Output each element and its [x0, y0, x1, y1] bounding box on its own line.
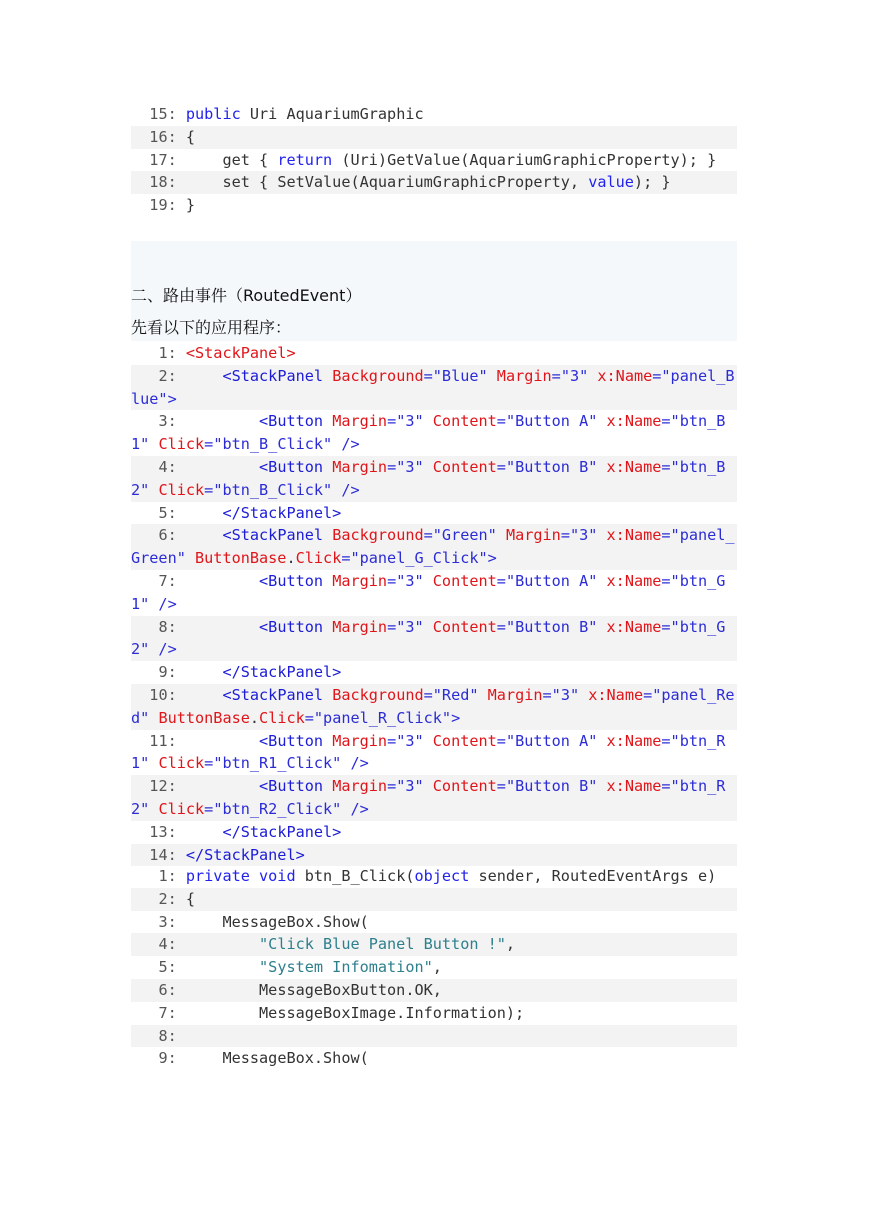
code-token: ); }	[633, 173, 671, 192]
code-token: <StackPanel	[222, 685, 324, 704]
code-token: public	[185, 105, 241, 123]
line-number: 14:	[131, 845, 186, 864]
code-token: <Button	[259, 457, 324, 476]
code-token: (Uri)GetValue(AquariumGraphicProperty); }	[332, 150, 717, 169]
section-heading: 二、路由事件（RoutedEvent）	[131, 286, 362, 305]
code-token: {	[185, 889, 196, 908]
code-token: x:Name	[597, 571, 662, 590]
code-line	[131, 456, 737, 502]
code-token: <Button	[259, 617, 324, 636]
line-number: 13:	[131, 822, 223, 841]
code-token: ="3"	[387, 617, 424, 636]
code-token: ="btn_R1"	[131, 731, 726, 773]
code-token: x:Name	[597, 526, 662, 545]
code-token: btn_B_Click(	[295, 867, 415, 885]
line-number: 4:	[131, 935, 260, 954]
code-token: ="Button A"	[496, 412, 598, 431]
code-token: x:Name	[597, 731, 662, 750]
code-token: MessageBoxImage.Information);	[259, 1003, 525, 1022]
code-token: ,	[505, 935, 516, 954]
code-token: ="Blue"	[423, 366, 488, 385]
code-token: ="3"	[387, 777, 424, 796]
line-number: 7:	[131, 571, 260, 590]
line-number: 4:	[131, 457, 260, 476]
code-line	[131, 365, 737, 411]
code-line	[131, 775, 737, 821]
code-token: return	[277, 150, 333, 169]
line-number: 3:	[131, 912, 223, 931]
code-token: <StackPanel	[222, 526, 324, 545]
code-line	[131, 979, 737, 1002]
line-number: 12:	[131, 777, 260, 796]
code-line	[131, 194, 737, 217]
code-line	[131, 570, 737, 616]
code-line	[131, 524, 737, 570]
code-line	[131, 342, 737, 365]
code-block-3	[131, 865, 737, 1070]
code-token: x:Name	[588, 366, 653, 385]
code-line	[131, 933, 737, 956]
line-number: 16:	[131, 127, 186, 146]
code-token: MessageBoxButton.OK,	[259, 980, 442, 999]
code-line	[131, 126, 737, 149]
code-token: Margin	[323, 617, 388, 636]
code-token: set { SetValue(AquariumGraphicProperty,	[222, 173, 589, 192]
code-token: Margin	[323, 412, 388, 431]
code-token: ="btn_B_Click" />	[204, 480, 360, 499]
code-line	[131, 888, 737, 911]
code-token: Content	[423, 777, 497, 796]
code-token: x:Name	[597, 617, 662, 636]
code-token: x:Name	[597, 412, 662, 431]
code-token: x:Name	[579, 685, 644, 704]
code-token: <Button	[259, 777, 324, 796]
code-token: Click	[149, 480, 205, 499]
code-token: MessageBox.Show(	[222, 1049, 369, 1068]
line-number: 19:	[131, 196, 186, 215]
code-line	[131, 661, 737, 684]
section-intro: 先看以下的应用程序：	[131, 318, 292, 337]
code-line	[131, 730, 737, 776]
code-token: ="panel_Red"	[131, 685, 735, 727]
line-number: 8:	[131, 1026, 186, 1045]
code-token: ="panel_Blue">	[131, 366, 735, 408]
code-block-2	[131, 342, 737, 866]
code-token: Margin	[496, 526, 561, 545]
code-token: object	[414, 867, 470, 885]
code-token: Margin	[323, 571, 388, 590]
code-line	[131, 844, 737, 867]
code-token: <StackPanel	[222, 366, 324, 385]
code-line	[131, 821, 737, 844]
line-number: 15:	[131, 105, 186, 123]
code-token: Uri AquariumGraphic	[240, 105, 424, 123]
code-line	[131, 1002, 737, 1025]
code-token: private void	[185, 867, 296, 885]
code-token: ="Button B"	[496, 617, 598, 636]
code-token: </StackPanel>	[222, 503, 342, 522]
code-token: ="panel_G_Click">	[341, 549, 497, 568]
code-line	[131, 684, 737, 730]
line-number: 1:	[131, 867, 186, 885]
code-token: </StackPanel>	[222, 663, 342, 682]
code-token: <Button	[259, 412, 324, 431]
code-token: ="Button A"	[496, 731, 598, 750]
code-line	[131, 865, 737, 888]
code-token: ="3"	[560, 526, 598, 545]
code-token: ="btn_R2"	[131, 777, 726, 818]
line-number: 6:	[131, 526, 223, 545]
line-number: 5:	[131, 503, 223, 522]
code-token: .	[286, 549, 296, 568]
code-line	[131, 911, 737, 934]
line-number: 3:	[131, 412, 260, 431]
line-number: 9:	[131, 663, 223, 682]
code-line	[131, 149, 737, 172]
code-token: Margin	[478, 685, 543, 704]
code-line	[131, 502, 737, 525]
code-token: Margin	[323, 777, 388, 796]
code-token: {	[185, 127, 196, 146]
code-token: x:Name	[597, 777, 662, 796]
line-number: 2:	[131, 889, 186, 908]
code-line	[131, 171, 737, 194]
code-token: Background	[323, 366, 424, 385]
line-number: 2:	[131, 366, 223, 385]
code-token: Click	[149, 435, 205, 454]
code-token: Click	[149, 799, 205, 818]
code-token: ButtonBase	[185, 549, 287, 568]
code-token: ="3"	[387, 731, 424, 750]
line-number: 9:	[131, 1049, 223, 1068]
code-token: Background	[323, 526, 424, 545]
code-token: .	[249, 708, 260, 727]
line-number: 1:	[131, 344, 186, 362]
line-number: 11:	[131, 731, 260, 750]
code-token: Content	[423, 571, 497, 590]
code-token: ="3"	[551, 366, 589, 385]
code-token: ="3"	[387, 571, 424, 590]
code-token: Margin	[323, 731, 388, 750]
code-token: ="btn_R1_Click" />	[204, 754, 369, 773]
code-token: ="panel_Green"	[131, 526, 735, 568]
code-token: get {	[222, 150, 278, 169]
line-number: 18:	[131, 173, 223, 192]
code-token: Content	[423, 412, 497, 431]
code-token: Margin	[323, 457, 388, 476]
code-token: Click	[295, 549, 342, 568]
code-token: Content	[423, 457, 497, 476]
code-token: ="btn_B1"	[131, 412, 726, 454]
line-number: 5:	[131, 958, 260, 977]
code-token: ="Button A"	[496, 571, 598, 590]
line-number: 10:	[131, 685, 223, 704]
line-number: 6:	[131, 980, 260, 999]
code-token: x:Name	[597, 457, 662, 476]
code-block-1	[131, 103, 737, 217]
line-number: 8:	[131, 617, 260, 636]
line-number: 17:	[131, 150, 223, 169]
code-token: ="3"	[387, 412, 424, 431]
code-token: Content	[423, 731, 497, 750]
code-token: ="Button B"	[496, 777, 598, 796]
code-token: ,	[432, 958, 442, 977]
code-token: sender, RoutedEventArgs e)	[469, 867, 717, 885]
code-line	[131, 956, 737, 979]
code-token: ="btn_R2_Click" />	[204, 799, 369, 818]
code-token: ="btn_G1" />	[131, 571, 726, 613]
code-token: }	[185, 196, 196, 215]
code-line	[131, 616, 737, 662]
code-token: </StackPanel>	[222, 822, 342, 841]
code-token: "System Infomation"	[259, 958, 433, 977]
code-token: ButtonBase	[149, 708, 250, 727]
code-token: <StackPanel>	[185, 344, 296, 362]
code-line	[131, 410, 737, 456]
code-token: ="btn_B2"	[131, 457, 726, 499]
code-token: ="3"	[387, 457, 424, 476]
line-number: 7:	[131, 1003, 260, 1022]
code-token: ="3"	[542, 685, 580, 704]
code-token: ="btn_B_Click" />	[204, 435, 360, 454]
code-token: <Button	[259, 731, 324, 750]
code-token: Background	[323, 685, 424, 704]
code-token: Margin	[487, 366, 552, 385]
code-line	[131, 103, 737, 126]
code-token: MessageBox.Show(	[222, 912, 369, 931]
code-line	[131, 1025, 737, 1048]
code-token: Click	[259, 708, 305, 727]
code-token: ="panel_R_Click">	[304, 708, 461, 727]
code-line	[131, 1047, 737, 1070]
code-token: ="Red"	[423, 685, 479, 704]
code-token: ="btn_G2" />	[131, 617, 726, 659]
code-token: "Click Blue Panel Button !"	[259, 935, 506, 954]
code-token: value	[588, 173, 634, 192]
code-token: <Button	[259, 571, 324, 590]
code-token: ="Green"	[423, 526, 497, 545]
code-token: </StackPanel>	[185, 845, 305, 864]
code-token: Content	[423, 617, 497, 636]
code-token: ="Button B"	[496, 457, 598, 476]
code-token: Click	[149, 754, 205, 773]
